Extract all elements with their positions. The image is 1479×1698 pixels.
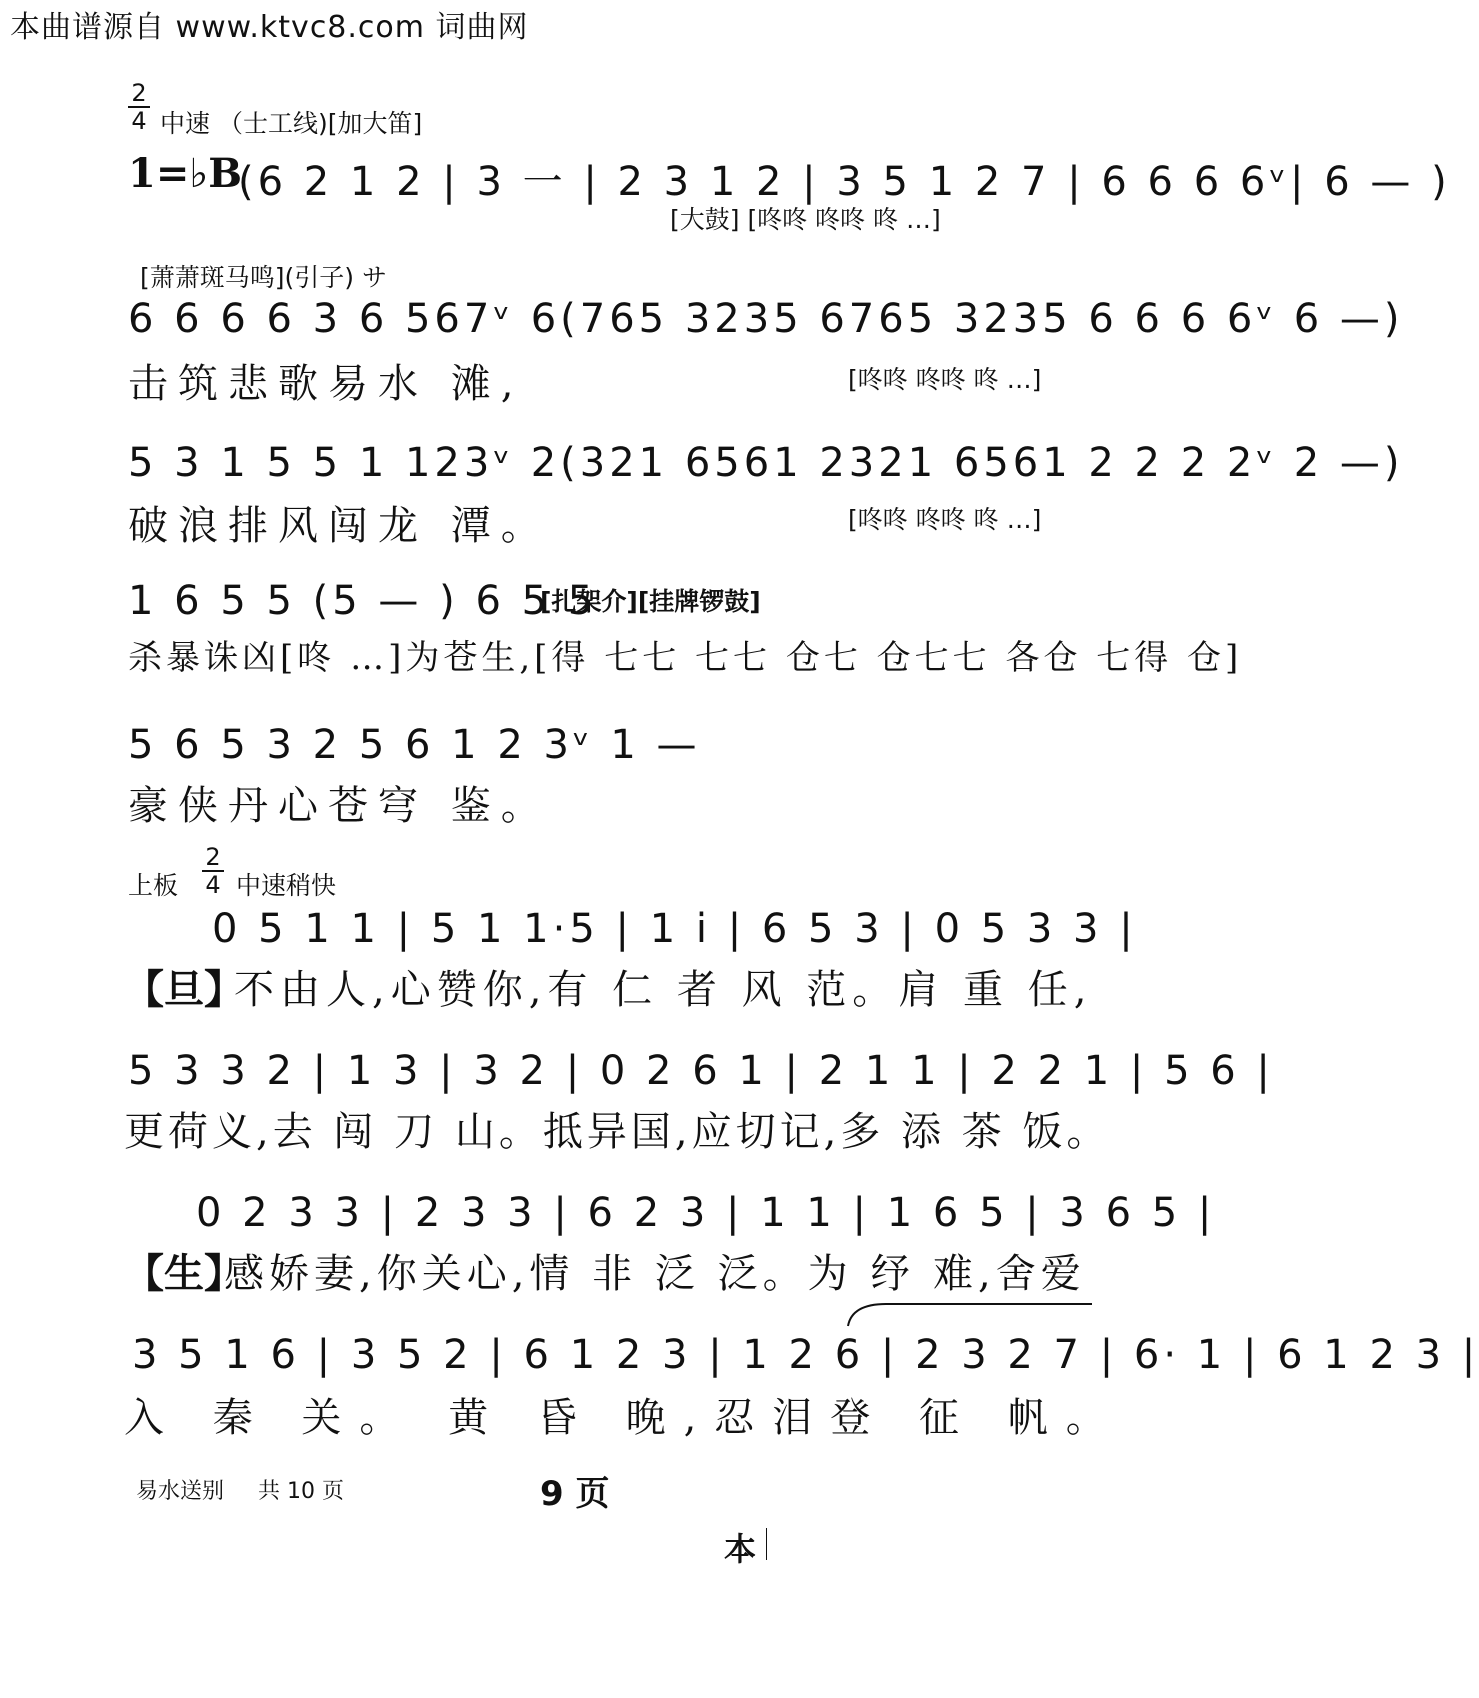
time-denominator-2: 4 [205,871,221,899]
lyrics-line-4: 杀暴诛凶[咚 …]为苍生,[得 七七 七七 仓七 仓七七 各仓 七得 仓] [128,638,1243,678]
notation-line-2: 6 6 6 6 3 6 567ᵛ 6(765 3235 6765 3235 6 6 6 6ᵛ 6 —) [128,296,1404,342]
tempo-marking-2: 中速稍快 [236,871,337,900]
lyrics-line-2: 击筑悲歌易水 滩, [128,361,524,407]
page-number: 9 页 [540,1474,610,1514]
time-signature-2 [202,844,224,898]
time-numerator: 2 [128,80,150,108]
notation-line-7: 5 3 3 2 | 1 3 | 3 2 | 0 2 6 1 | 2 1 1 | 2 2 1 | 5 6 | [128,1048,1274,1094]
slur-line [846,1300,1096,1330]
notation-line-1: (6 2 1 2 | 3 一 | 2 3 1 2 | 3 5 1 2 7 | 6 6 6 6ᵛ| 6 — ) [238,159,1451,205]
notation-line-6: 0 5 1 1 | 5 1 1·5 | 1 i | 6 5 3 | 0 5 3 3 | [212,906,1137,952]
role-dan: 【旦】 [124,966,244,1013]
lyrics-line-5: 豪侠丹心苍穹 鉴。 [128,783,551,829]
time-numerator-2: 2 [202,844,224,872]
notation-line-4: 1 6 5 5 (5 — ) 6 5 5 [128,578,598,624]
section-label: 上板 [128,871,179,900]
lyrics-line-7: 更荷义,去 闯 刀 山。抵异国,应切记,多 添 茶 饭。 [124,1109,1111,1155]
time-signature [128,80,150,134]
notation-line-8: 0 2 3 3 | 2 3 3 | 6 2 3 | 1 1 | 1 6 5 | 3 6 5 | [196,1190,1216,1236]
source-header: 本曲谱源自 www.ktvc8.com 词曲网 [10,10,529,45]
stamp-rule [766,1528,767,1560]
lyrics-line-9: 入 秦 关。 黄 昏 晚,忍泪登 征 帆。 [124,1395,1124,1441]
footer-title: 易水送别 [136,1479,225,1504]
lyrics-line-3: 破浪排风闯龙 潭。 [128,503,551,549]
phrase-label: [萧萧斑马鸣](引子) サ [140,263,387,292]
percussion-line-3: [咚咚 咚咚 咚 …] [848,505,1042,534]
lyrics-line-8: 感娇妻,你关心,情 非 泛 泛。为 纾 难,舍爱 [224,1251,1086,1297]
role-sheng: 【生】 [124,1250,244,1297]
key-signature: 1=♭B [128,150,243,197]
corner-stamp: 本 [724,1530,757,1568]
lyrics-line-6: 不由人,心赞你,有 仁 者 风 范。肩 重 任, [234,967,1093,1013]
percussion-line-2: [咚咚 咚咚 咚 …] [848,365,1042,394]
tempo-marking: 中速 （士工线)[加大笛] [160,109,423,138]
notation-line-3: 5 3 1 5 5 1 123ᵛ 2(321 6561 2321 6561 2 2 2 2ᵛ 2 —) [128,440,1404,486]
percussion-line-1: [大鼓] [咚咚 咚咚 咚 …] [670,205,941,234]
time-denominator: 4 [131,107,147,135]
footer-total-pages: 共 10 页 [258,1479,344,1504]
percussion-label: [扎架介][挂牌锣鼓] [540,587,761,616]
notation-line-9: 3 5 1 6 | 3 5 2 | 6 1 2 3 | 1 2 6 | 2 3 2 7 | 6· 1 | 6 1 2 3 | [132,1332,1479,1378]
notation-line-5: 5 6 5 3 2 5 6 1 2 3ᵛ 1 — [128,722,701,768]
